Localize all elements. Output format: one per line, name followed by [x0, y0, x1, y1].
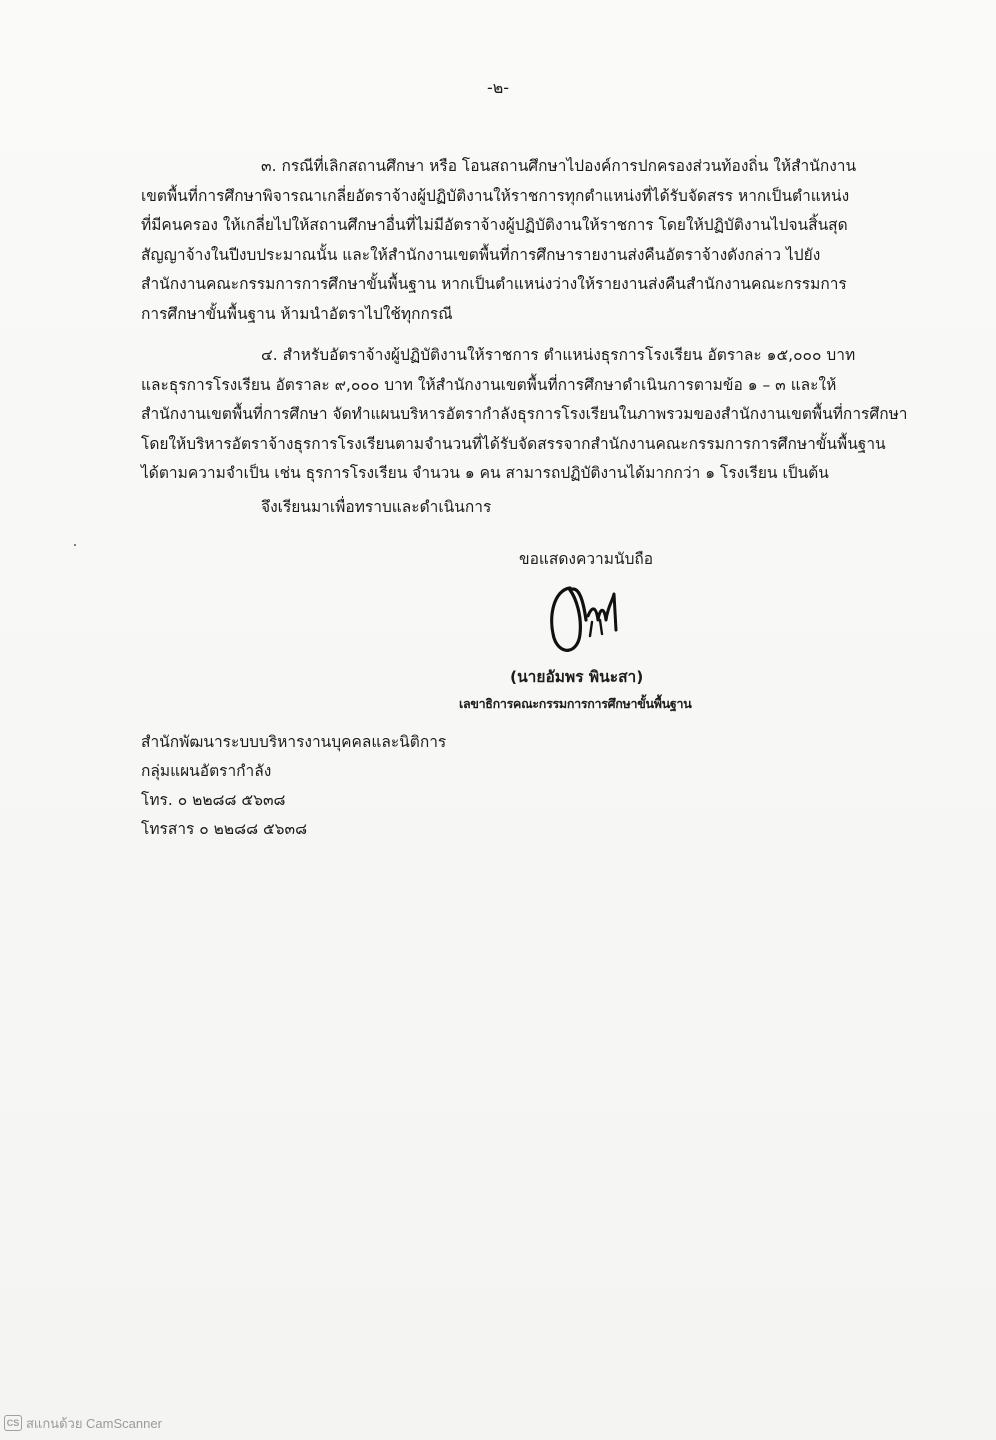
camscanner-text: สแกนด้วย CamScanner — [26, 1415, 162, 1431]
closing-line: จึงเรียนมาเพื่อทราบและดำเนินการ — [261, 498, 492, 516]
paragraph-line: ๓. กรณีที่เลิกสถานศึกษา หรือ โอนสถานศึกษาไปองค์การปกครองส่วนท้องถิ่น ให้สำนักงาน — [261, 157, 857, 175]
handwritten-signature — [540, 576, 640, 666]
paragraph-line: ที่มีคนครอง ให้เกลี่ยไปให้สถานศึกษาอื่นที่ไม่มีอัตราจ้างผู้ปฏิบัติงานให้ราชการ โดยให้ปฏิบัติงานไปจนสิ้นสุด — [141, 216, 848, 234]
camscanner-logo-icon: CS — [4, 1415, 22, 1431]
signer-position: เลขาธิการคณะกรรมการการศึกษาขั้นพื้นฐาน — [459, 696, 692, 711]
signer-name: (นายอัมพร พินะสา) — [510, 668, 644, 686]
paragraph-line: การศึกษาขั้นพื้นฐาน ห้ามนำอัตราไปใช้ทุกกรณี — [141, 304, 453, 323]
paragraph-line: สัญญาจ้างในปีงบประมาณนั้น และให้สำนักงานเขตพื้นที่การศึกษารายงานส่งคืนอัตราจ้างดังกล่าว ไปยัง — [141, 245, 821, 264]
scan-speck — [74, 544, 76, 546]
paragraph-line: โดยให้บริหารอัตราจ้างธุรการโรงเรียนตามจำนวนที่ได้รับจัดสรรจากสำนักงานคณะกรรมการการศึกษาขั้นพื้นฐาน — [141, 434, 886, 453]
camscanner-watermark — [4, 1413, 162, 1433]
paragraph-line: เขตพื้นที่การศึกษาพิจารณาเกลี่ยอัตราจ้างผู้ปฏิบัติงานให้ราชการทุกตำแหน่งที่ได้รับจัดสรร หากเป็นตำแหน่ง — [141, 186, 850, 205]
contact-fax: โทรสาร ๐ ๒๒๘๘ ๕๖๓๘ — [141, 820, 308, 838]
paragraph-3 — [141, 152, 921, 329]
contact-group: กลุ่มแผนอัตรากำลัง — [141, 762, 272, 780]
paragraph-line: สำนักงานเขตพื้นที่การศึกษา จัดทำแผนบริหารอัตรากำลังธุรการโรงเรียนในภาพรวมของสำนักงานเขตพื้นที่การศึกษา — [141, 405, 908, 423]
contact-office: สำนักพัฒนาระบบบริหารงานบุคคลและนิติการ — [141, 733, 447, 751]
paragraph-line: สำนักงานคณะกรรมการการศึกษาขั้นพื้นฐาน หากเป็นตำแหน่งว่างให้รายงานส่งคืนสำนักงานคณะกรรมการ — [141, 275, 847, 293]
contact-phone: โทร. ๐ ๒๒๘๘ ๕๖๓๘ — [141, 791, 286, 809]
paragraph-line: ได้ตามความจำเป็น เช่น ธุรการโรงเรียน จำนวน ๑ คน สามารถปฏิบัติงานได้มากกว่า ๑ โรงเรียน เป็นต้น — [141, 464, 829, 482]
contact-block — [141, 728, 446, 844]
paragraph-line: และธุรการโรงเรียน อัตราละ ๙,๐๐๐ บาท ให้สำนักงานเขตพื้นที่การศึกษาดำเนินการตามข้อ ๑ – ๓ และให้ — [141, 375, 837, 394]
paragraph-4 — [141, 341, 921, 489]
paragraph-line: ๔. สำหรับอัตราจ้างผู้ปฏิบัติงานให้ราชการ ตำแหน่งธุรการโรงเรียน อัตราละ ๑๕,๐๐๐ บาท — [261, 346, 856, 364]
closing-regards: ขอแสดงความนับถือ — [519, 550, 654, 568]
page-number: -๒- — [486, 78, 510, 97]
